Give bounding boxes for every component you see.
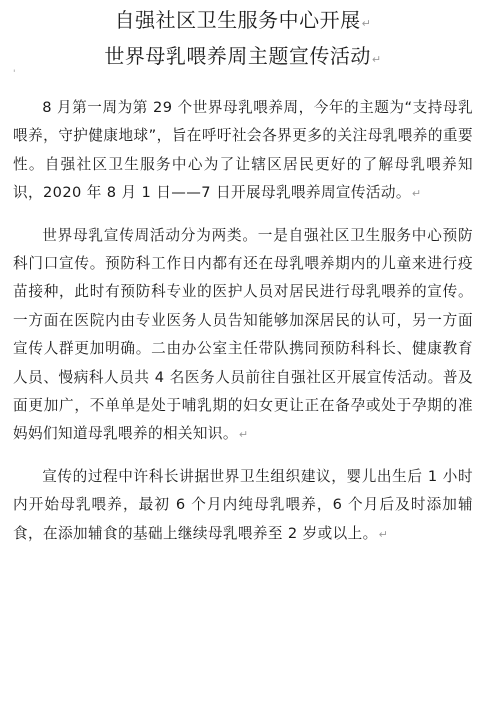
- title-line-1-text: 自强社区卫生服务中心开展: [114, 8, 361, 32]
- body-text: [13, 94, 473, 562]
- paragraph-mark-icon: ↵: [238, 428, 249, 442]
- paragraph-mark-icon: ↵: [411, 187, 422, 201]
- paragraph-mark-icon: ↵: [361, 17, 372, 30]
- title-line-1: [0, 4, 486, 40]
- document-title: [0, 4, 486, 76]
- paragraph-3: [13, 463, 473, 549]
- title-line-2: [0, 40, 486, 76]
- title-line-2-text: 世界母乳喂养周主题宣传活动: [104, 44, 371, 68]
- paragraph-2-text: 世界母乳宣传周活动分为两类。一是自强社区卫生服务中心预防科门口宣传。预防科工作日内都有还在母乳喂养期内的儿童来进行疫苗接种，此时有预防科专业的医护人员对居民进行母乳喂养的宣传。一方面在医院内由专业医务人员告知能够加深居民的认可，另一方面宣传人群更加明确。二由办公室主任带队携同预防科科长、健康教育人员、慢病科人员共 4 名医务人员前往自强社区开展宣传活动。普及面更加广，不单单是处于哺乳期的妇女更让正在备孕或处于孕期的准妈妈们知道母乳喂养的相关知识。: [13, 226, 473, 443]
- stray-mark: ': [13, 69, 16, 79]
- paragraph-mark-icon: ↵: [378, 527, 389, 541]
- paragraph-2: [13, 222, 473, 450]
- paragraph-1-text: 8 月第一周为第 29 个世界母乳喂养周，今年的主题为“支持母乳喂养，守护健康地球”，旨在呼吁社会各界更多的关注母乳喂养的重要性。自强社区卫生服务中心为了让辖区居民更好的了解母乳喂养知识，2020 年 8 月 1 日——7 日开展母乳喂养周宣传活动。: [13, 99, 473, 202]
- paragraph-mark-icon: ↵: [371, 53, 382, 66]
- paragraph-1: [13, 94, 473, 209]
- paragraph-3-text: 宣传的过程中许科长讲据世界卫生组织建议，婴儿出生后 1 小时内开始母乳喂养，最初 6 个月内纯母乳喂养，6 个月后及时添加辅食，在添加辅食的基础上继续母乳喂养至 2 岁或以上。: [13, 467, 473, 542]
